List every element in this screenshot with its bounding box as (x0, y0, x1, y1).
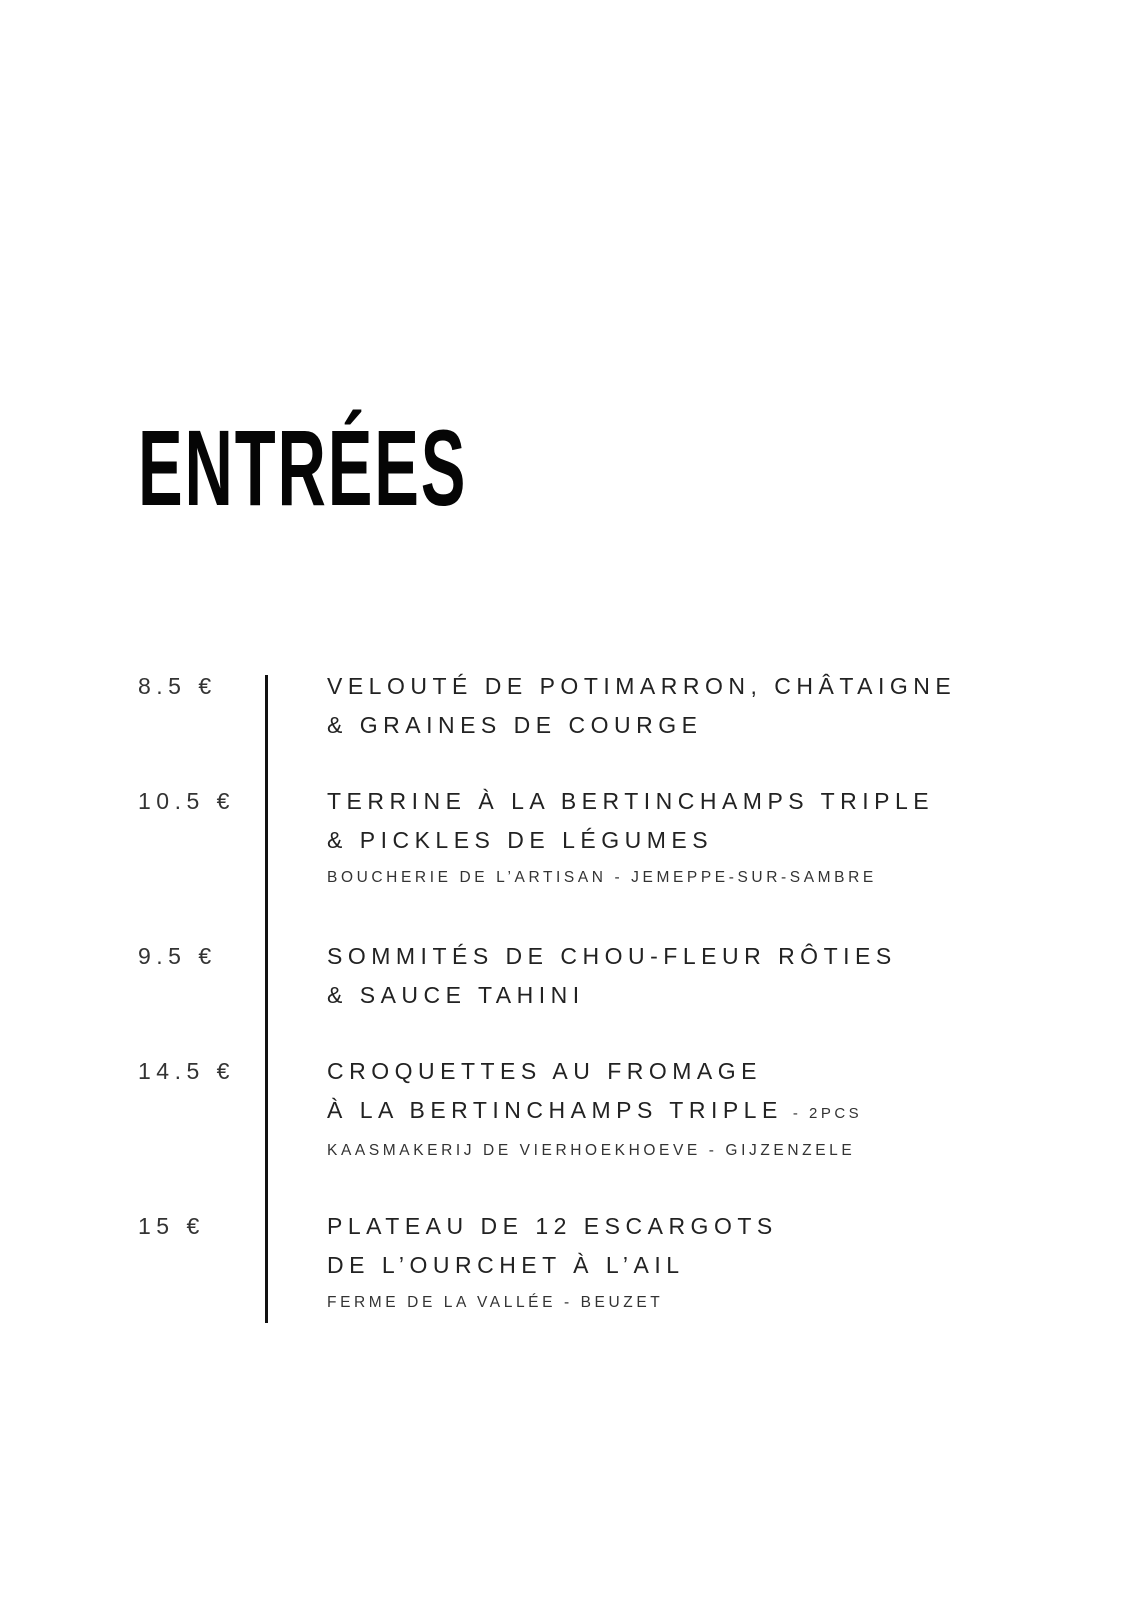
menu-item-description (327, 782, 934, 890)
dish-name-line: CROQUETTES AU FROMAGE (327, 1058, 762, 1084)
dish-name-line: SOMMITÉS DE CHOU-FLEUR RÔTIES (327, 943, 897, 969)
dish-name-line: VELOUTÉ DE POTIMARRON, CHÂTAIGNE (327, 673, 957, 699)
dish-name-line (327, 1091, 862, 1133)
dish-name-line: TERRINE À LA BERTINCHAMPS TRIPLE (327, 788, 935, 814)
vertical-divider (265, 675, 268, 1323)
dish-name-line: & PICKLES DE LÉGUMES (327, 827, 714, 853)
menu-item-description (327, 667, 956, 745)
supplier-credit: BOUCHERIE DE L’ARTISAN - JEMEPPE-SUR-SAMBRE (327, 869, 877, 886)
menu-item-description (327, 937, 897, 1015)
supplier-credit: FERME DE LA VALLÉE - BEUZET (327, 1294, 664, 1311)
supplier-credit: KAASMAKERIJ DE VIERHOEKHOEVE - GIJZENZELE (327, 1142, 856, 1159)
menu-item-description (327, 1052, 862, 1163)
menu-item-price: 14.5 € (138, 1058, 235, 1084)
dish-name-line: DE L’OURCHET À L’AIL (327, 1252, 685, 1278)
quantity-note: - 2PCS (792, 1105, 863, 1122)
dish-name-text: À LA BERTINCHAMPS TRIPLE (327, 1097, 783, 1123)
menu-item-price: 15 € (138, 1213, 205, 1239)
page-title: ENTRÉES (138, 407, 468, 528)
dish-name-line: & SAUCE TAHINI (327, 982, 585, 1008)
menu-item-description (327, 1207, 778, 1315)
dish-name-line: PLATEAU DE 12 ESCARGOTS (327, 1213, 778, 1239)
menu-item-price: 10.5 € (138, 788, 235, 814)
menu-item-price: 9.5 € (138, 943, 217, 969)
menu-item-price: 8.5 € (138, 673, 217, 699)
dish-name-line: & GRAINES DE COURGE (327, 712, 703, 738)
